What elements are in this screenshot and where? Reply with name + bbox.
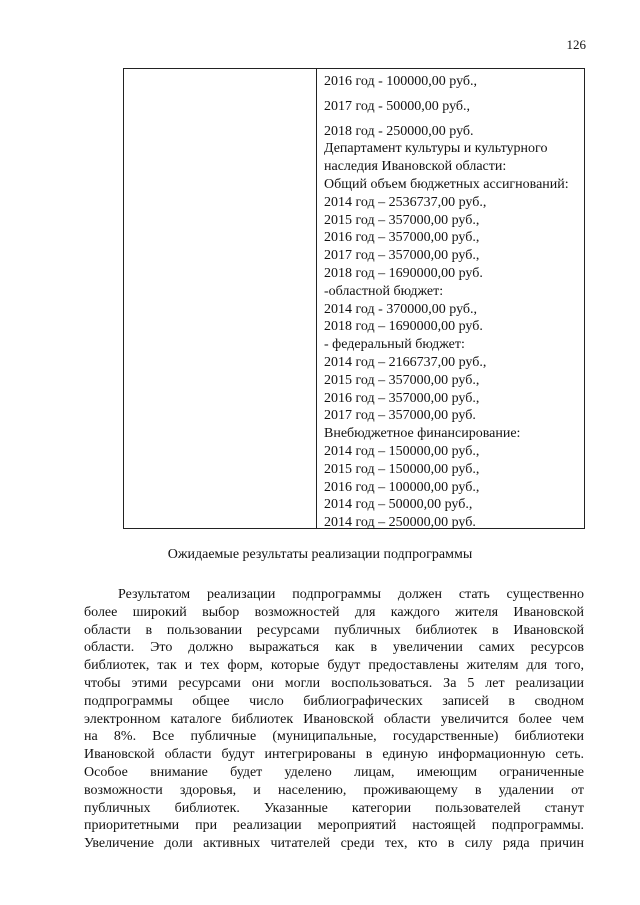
table-right-cell <box>324 73 580 532</box>
table-line: 2018 год – 1690000,00 руб. <box>324 319 483 335</box>
table-line: 2015 год – 357000,00 руб., <box>324 372 480 388</box>
table-line: 2016 год – 357000,00 руб., <box>324 390 480 406</box>
paragraph-line: области. Это должно выражаться как в увеличении самих ресурсов <box>84 640 584 656</box>
paragraph-line: Ивановской области будут интегрированы в единую информационную сеть. <box>84 747 584 763</box>
paragraph-line: подпрограммы общее число библиографических записей в сводном <box>84 693 584 709</box>
table-line: Департамент культуры и культурного <box>324 141 548 157</box>
table-line: 2015 год – 150000,00 руб., <box>324 461 480 477</box>
paragraph-line: на 8%. Все публичные (муниципальные, государственные) библиотеки <box>84 729 584 745</box>
table-line: 2014 год – 50000,00 руб., <box>324 497 473 513</box>
table-line: 2015 год – 357000,00 руб., <box>324 212 480 228</box>
section-title: Ожидаемые результаты реализации подпрограммы <box>167 547 473 562</box>
table-line: 2017 год – 357000,00 руб. <box>324 408 476 424</box>
table-line: 2014 год – 2536737,00 руб., <box>324 194 487 210</box>
table-line: 2014 год – 2166737,00 руб., <box>324 354 487 370</box>
paragraph-line: электронном каталоге библиотек Ивановской области увеличится более чем <box>84 711 584 727</box>
table-line: 2016 год – 357000,00 руб., <box>324 230 480 246</box>
table-line: 2014 год - 370000,00 руб., <box>324 301 478 317</box>
table-line: 2016 год – 100000,00 руб., <box>324 479 480 495</box>
paragraph-line: Результатом реализации подпрограммы должен стать существенно <box>118 587 584 602</box>
paragraph-line: библиотек, так и тех форм, которые будут предоставлены жителям для того, <box>84 658 584 674</box>
paragraph-line: области в пользовании ресурсами публичных библиотек в Ивановской <box>84 622 584 638</box>
table-line: - федеральный бюджет: <box>324 337 465 353</box>
table-line: Общий объем бюджетных ассигнований: <box>324 176 569 192</box>
table-line: 2018 год – 1690000,00 руб. <box>324 265 483 281</box>
body-paragraph <box>84 586 584 853</box>
table-column-divider <box>316 69 317 528</box>
table-line: 2014 год – 250000,00 руб. <box>324 515 476 531</box>
table-line: 2017 год – 357000,00 руб., <box>324 248 480 264</box>
paragraph-line: чтобы этими ресурсами они могли воспользоваться. За 5 лет реализации <box>84 675 584 691</box>
paragraph-line: Особое внимание будет уделено лицам, имеющим ограниченные <box>84 764 584 780</box>
financing-table <box>123 68 585 529</box>
paragraph-line: приоритетными при реализации мероприятий настоящей подпрограммы. <box>84 818 584 834</box>
paragraph-line: более широкий выбор возможностей для каждого жителя Ивановской <box>84 604 584 620</box>
table-line: -областной бюджет: <box>324 283 444 299</box>
page-number: 126 <box>566 37 586 52</box>
table-line: 2014 год – 150000,00 руб., <box>324 443 480 459</box>
paragraph-line: Увеличение доли активных читателей среди тех, кто в силу ряда причин <box>84 836 584 852</box>
paragraph-line: возможности здоровья, и населению, проживающему в удалении от <box>84 782 584 798</box>
table-line: 2018 год - 250000,00 руб. <box>324 123 474 139</box>
table-line: Внебюджетное финансирование: <box>324 426 521 442</box>
table-line: 2017 год - 50000,00 руб., <box>324 98 471 114</box>
table-line: 2016 год - 100000,00 руб., <box>324 74 478 89</box>
table-line: наследия Ивановской области: <box>324 159 507 175</box>
paragraph-line: публичных библиотек. Указанные категории пользователей станут <box>84 800 584 816</box>
